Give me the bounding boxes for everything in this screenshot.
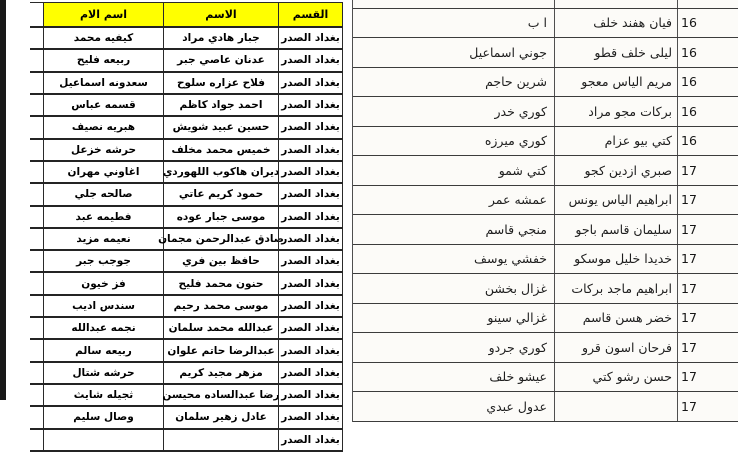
mother-name-cell: غزالي سينو [487, 310, 547, 326]
table-row [30, 296, 343, 318]
table-row [30, 273, 343, 295]
mother-name-cell: كيفيه محمد [43, 28, 163, 48]
name-cell: ليلى خلف قطو [554, 38, 678, 67]
name-cell: حسين عبيد شويش [163, 117, 278, 137]
table-row [353, 304, 738, 334]
row-number-cell [678, 0, 738, 8]
table-row [30, 184, 343, 206]
row-stub-cell [30, 95, 43, 115]
table-row [30, 117, 343, 139]
section-cell: بغداد الصدر [278, 95, 343, 115]
name-cell: جبار هادي مراد [163, 28, 278, 48]
name-cell: صبري ازدين كجو [554, 156, 678, 185]
mother-name-cell: اغاوني مهران [43, 162, 163, 182]
row-stub-cell [30, 318, 43, 338]
row-number-cell: 16 [681, 74, 697, 90]
section-cell: بغداد الصدر [278, 140, 343, 160]
table-row [353, 186, 738, 216]
mother-name-cell: حرشه خزعل [43, 140, 163, 160]
table-row [30, 385, 343, 407]
mother-name-cell: كتي شمو [498, 162, 547, 178]
row-number-cell: 17 [681, 221, 697, 237]
name-cell: حنون محمد فليح [163, 273, 278, 293]
mother-name-cell: خفشي يوسف [474, 251, 547, 267]
section-cell: بغداد الصدر [278, 229, 343, 249]
header-name: الاسم [163, 3, 278, 26]
mother-name-cell: منجي قاسم [485, 221, 547, 237]
name-cell: حسن رشو كتي [554, 363, 678, 392]
page-edge-bar [0, 0, 6, 400]
name-cell: موسى جبار عوده [163, 207, 278, 227]
row-stub-cell [30, 407, 43, 427]
row-stub-cell [30, 229, 43, 249]
name-cell: خديدا خليل موسكو [554, 245, 678, 274]
mother-name-cell: نجمه عبدالله [43, 318, 163, 338]
section-cell: بغداد الصدر [278, 50, 343, 70]
table-row [353, 156, 738, 186]
row-stub-cell [30, 207, 43, 227]
mother-name-cell: ا ب [527, 15, 547, 31]
table-row [353, 0, 738, 9]
section-cell: بغداد الصدر [278, 162, 343, 182]
name-cell: عبدالله محمد سلمان [163, 318, 278, 338]
table-row [353, 97, 738, 127]
section-cell: بغداد الصدر [278, 28, 343, 48]
section-cell: بغداد الصدر [278, 73, 343, 93]
section-cell: بغداد الصدر [278, 117, 343, 137]
row-number-cell: 17 [681, 162, 697, 178]
mother-name-cell: ربيعه سالم [43, 340, 163, 360]
right-names-table [352, 0, 738, 422]
mother-name-cell: نعيمه مزيد [43, 229, 163, 249]
name-cell: ابراهيم الياس يونس [554, 186, 678, 215]
mother-name-cell: حرشه شتال [43, 363, 163, 383]
mother-name-cell: فز خيون [43, 273, 163, 293]
name-cell: حمود كريم عاتي [163, 184, 278, 204]
name-cell: سليمان قاسم باجو [554, 215, 678, 244]
table-row [353, 127, 738, 157]
name-cell: احمد جواد كاظم [163, 95, 278, 115]
table-row [30, 430, 343, 452]
mother-name-cell [353, 0, 554, 8]
table-row [30, 207, 343, 229]
row-number-cell: 17 [681, 339, 697, 355]
row-number-cell: 16 [681, 133, 697, 149]
table-row [353, 38, 738, 68]
mother-name-cell: ربيعه فليح [43, 50, 163, 70]
name-cell: ابراهيم ماجد بركات [554, 274, 678, 303]
mother-name-cell: هبريه نصيف [43, 117, 163, 137]
row-stub-cell [30, 50, 43, 70]
name-cell: رضا عبدالساده محيسن [163, 385, 278, 405]
table-row [30, 340, 343, 362]
section-cell: بغداد الصدر [278, 296, 343, 316]
header-stub-cell [30, 3, 43, 26]
table-row [353, 215, 738, 245]
right-table-body [353, 0, 738, 422]
mother-name-cell: عيشو خلف [489, 369, 547, 385]
row-stub-cell [30, 117, 43, 137]
row-stub-cell [30, 273, 43, 293]
name-cell: فلاح عزاره سلوح [163, 73, 278, 93]
left-table-body [30, 28, 343, 452]
mother-name-cell: عمشه عمر [488, 192, 547, 208]
table-row [30, 229, 343, 251]
mother-name-cell: وصال سليم [43, 407, 163, 427]
table-row [353, 9, 738, 39]
table-row [30, 162, 343, 184]
table-row [353, 245, 738, 275]
section-cell: بغداد الصدر [278, 407, 343, 427]
table-row [353, 68, 738, 98]
row-number-cell: 17 [681, 398, 697, 414]
section-cell: بغداد الصدر [278, 363, 343, 383]
row-number-cell: 17 [681, 369, 697, 385]
name-cell: حافظ بين فري [163, 251, 278, 271]
mother-name-cell: كوري ميرزه [484, 133, 547, 149]
table-row [30, 28, 343, 50]
row-stub-cell [30, 184, 43, 204]
table-row [30, 363, 343, 385]
row-number-cell: 16 [681, 15, 697, 31]
left-names-table [30, 2, 343, 452]
row-stub-cell [30, 363, 43, 383]
mother-name-cell: كوري خدر [494, 103, 547, 119]
section-cell: بغداد الصدر [278, 385, 343, 405]
row-stub-cell [30, 251, 43, 271]
row-number-cell: 17 [681, 310, 697, 326]
row-stub-cell [30, 162, 43, 182]
section-cell: بغداد الصدر [278, 251, 343, 271]
name-cell: عدنان عاصي جبر [163, 50, 278, 70]
mother-name-cell: جوجب جبر [43, 251, 163, 271]
section-cell: بغداد الصدر [278, 184, 343, 204]
section-cell: بغداد الصدر [278, 273, 343, 293]
name-cell [554, 0, 678, 8]
header-section: القسم [278, 3, 343, 26]
name-cell: مريم الياس معجو [554, 68, 678, 97]
mother-name-cell: سندس اديب [43, 296, 163, 316]
table-row [30, 318, 343, 340]
row-stub-cell [30, 73, 43, 93]
mother-name-cell: ثجيله شايث [43, 385, 163, 405]
mother-name-cell: صالحه جلي [43, 184, 163, 204]
name-cell: خميس محمد مخلف [163, 140, 278, 160]
table-row [353, 392, 738, 422]
row-number-cell: 17 [681, 280, 697, 296]
mother-name-cell: قسمه عباس [43, 95, 163, 115]
table-row [30, 251, 343, 273]
name-cell: خضر هسن قاسم [554, 304, 678, 333]
row-number-cell: 17 [681, 251, 697, 267]
name-cell: صادق عبدالرحمن مجمان [163, 229, 278, 249]
mother-name-cell: غزال بخشن [484, 280, 547, 296]
mother-name-cell: فطيمه عبد [43, 207, 163, 227]
row-number-cell: 16 [681, 44, 697, 60]
row-stub-cell [30, 430, 43, 450]
section-cell: بغداد الصدر [278, 430, 343, 450]
name-cell: مزهر مجيد كريم [163, 363, 278, 383]
name-cell: كتي بيو عزام [554, 127, 678, 156]
left-table-header-row [30, 2, 343, 28]
table-row [353, 333, 738, 363]
name-cell: موسى محمد رحيم [163, 296, 278, 316]
name-cell [163, 430, 278, 450]
table-row [30, 140, 343, 162]
row-stub-cell [30, 340, 43, 360]
name-cell: عبدالرضا حاتم علوان [163, 340, 278, 360]
name-cell: فرحان اسون قرو [554, 333, 678, 362]
section-cell: بغداد الصدر [278, 207, 343, 227]
table-row [30, 95, 343, 117]
row-number-cell: 16 [681, 103, 697, 119]
mother-name-cell: سعدونه اسماعيل [43, 73, 163, 93]
row-stub-cell [30, 28, 43, 48]
row-number-cell: 17 [681, 192, 697, 208]
section-cell: بغداد الصدر [278, 340, 343, 360]
row-stub-cell [30, 140, 43, 160]
table-row [30, 73, 343, 95]
table-row [30, 407, 343, 429]
mother-name-cell [43, 430, 163, 450]
table-row [353, 274, 738, 304]
mother-name-cell: جوني اسماعيل [469, 44, 547, 60]
name-cell [554, 392, 678, 421]
row-stub-cell [30, 385, 43, 405]
mother-name-cell: شرين حاجم [485, 74, 547, 90]
name-cell: فيان هفند خلف [554, 9, 678, 38]
row-stub-cell [30, 296, 43, 316]
section-cell: بغداد الصدر [278, 318, 343, 338]
mother-name-cell: عدول عبدي [486, 398, 547, 414]
name-cell: عادل زهير سلمان [163, 407, 278, 427]
mother-name-cell: كوري جردو [488, 339, 547, 355]
header-mother-name: اسم الام [43, 3, 163, 26]
name-cell: ديران هاكوب اللهوردي [163, 162, 278, 182]
table-row [353, 363, 738, 393]
table-row [30, 50, 343, 72]
name-cell: بركات مجو مراد [554, 97, 678, 126]
